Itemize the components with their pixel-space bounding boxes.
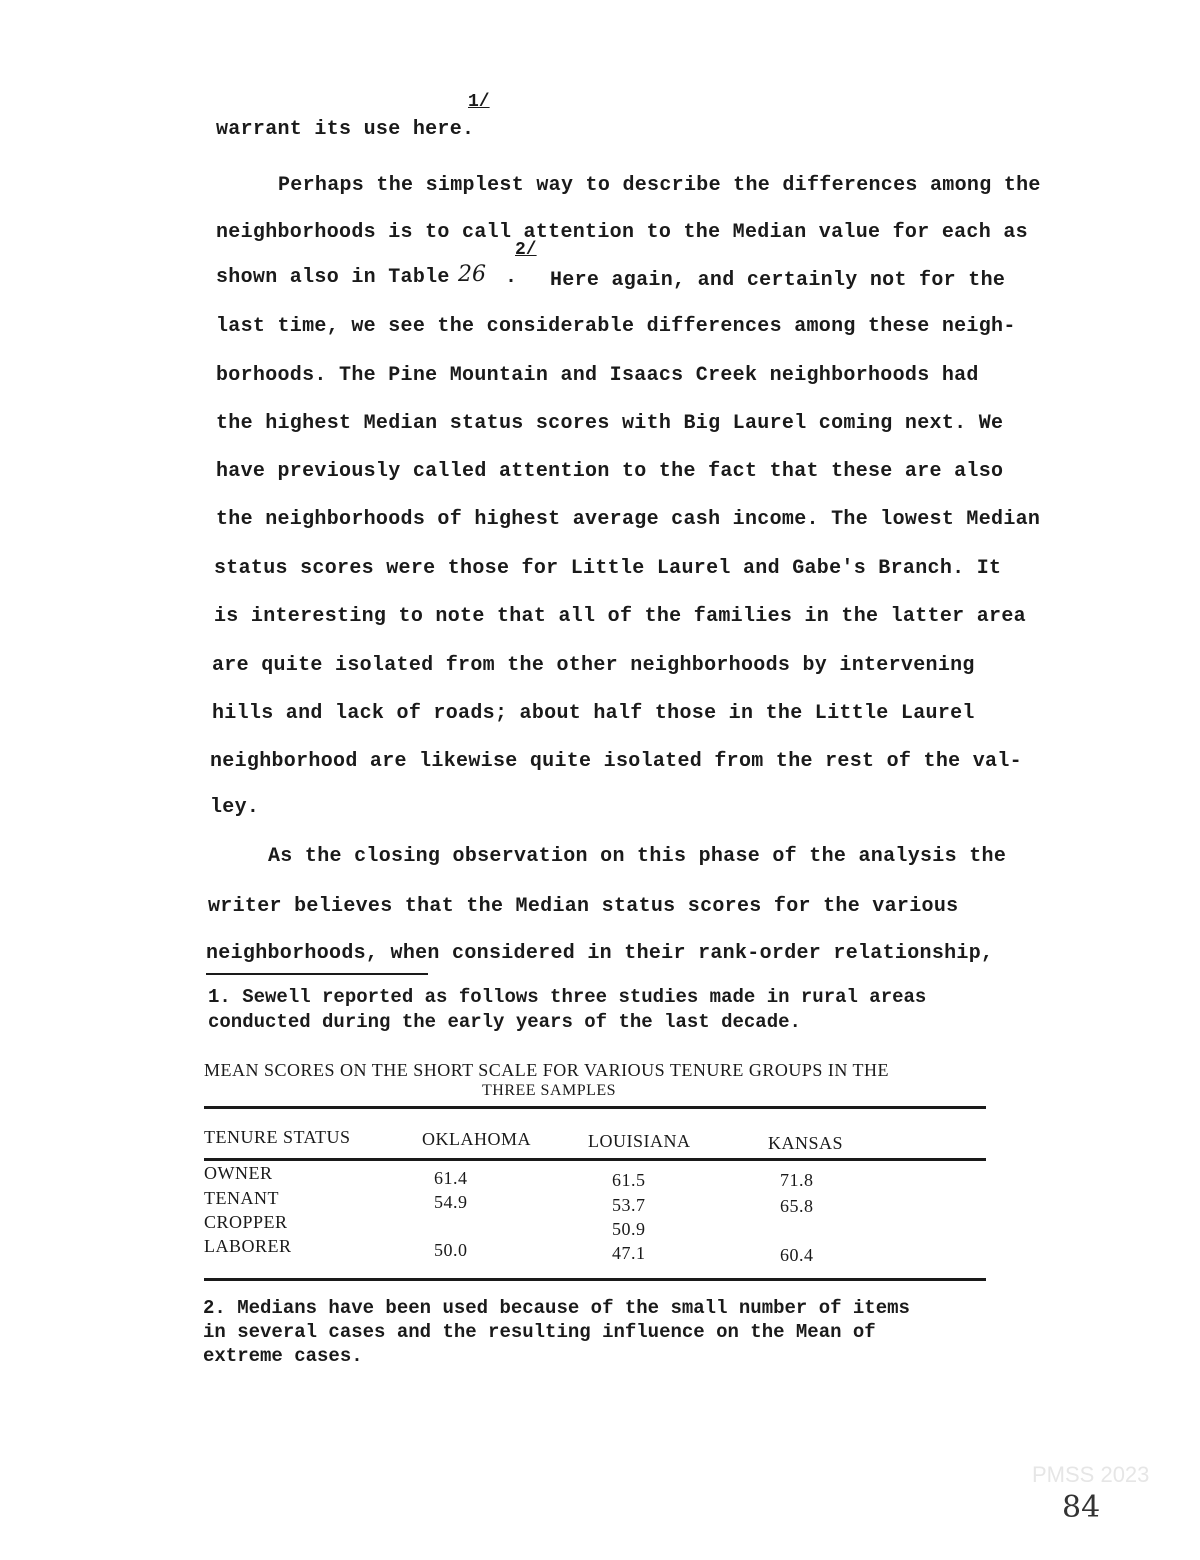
page-number: 84 [1062, 1490, 1101, 1525]
table-cell: 54.9 [434, 1192, 468, 1212]
body-line: neighborhoods is to call attention to the Median value for each as [216, 221, 1028, 244]
body-line: status scores were those for Little Laurel and Gabe's Branch. It [214, 557, 1002, 580]
footnote-1-line: 1. Sewell reported as follows three studies made in rural areas [208, 986, 927, 1008]
table-cell: OWNER [204, 1163, 273, 1183]
footnote-1-line: conducted during the early years of the last decade. [208, 1011, 801, 1033]
body-line: Here again, and certainly not for the [550, 269, 1006, 292]
body-line: shown also in Table [216, 266, 450, 289]
table-rule-bottom [204, 1278, 986, 1281]
body-line: are quite isolated from the other neighborhoods by intervening [212, 654, 975, 677]
body-line: As the closing observation on this phase of the analysis the [268, 845, 1007, 868]
body-line: is interesting to note that all of the families in the latter area [214, 605, 1026, 628]
table-cell: 53.7 [612, 1195, 646, 1215]
body-line: borhoods. The Pine Mountain and Isaacs Creek neighborhoods had [216, 364, 979, 387]
footnote-mark-1: 1/ [468, 92, 490, 112]
table-header: OKLAHOMA [422, 1129, 531, 1149]
footnote-mark-2: 2/ [515, 240, 537, 260]
table-cell: 60.4 [780, 1245, 814, 1265]
body-line: neighborhoods, when considered in their rank-order relationship, [206, 942, 994, 965]
table-cell: TENANT [204, 1188, 279, 1208]
body-line: last time, we see the considerable differences among these neigh- [216, 315, 1016, 338]
body-line: the highest Median status scores with Big Laurel coming next. We [216, 412, 1004, 435]
table-header: LOUISIANA [588, 1131, 691, 1151]
body-line: the neighborhoods of highest average cash income. The lowest Median [216, 508, 1041, 531]
body-line: warrant its use here. [216, 118, 475, 141]
table-cell: LABORER [204, 1236, 292, 1256]
body-line: have previously called attention to the fact that these are also [216, 460, 1004, 483]
body-line: writer believes that the Median status scores for the various [208, 895, 959, 918]
table-cell: 61.5 [612, 1170, 646, 1190]
table-cell: 50.9 [612, 1219, 646, 1239]
table-cell: 47.1 [612, 1243, 646, 1263]
table-rule-header [204, 1158, 986, 1161]
body-line: neighborhood are likewise quite isolated from the rest of the val- [210, 750, 1022, 773]
table-title: MEAN SCORES ON THE SHORT SCALE FOR VARIOUS TENURE GROUPS IN THE [204, 1060, 890, 1080]
table-cell: 50.0 [434, 1240, 468, 1260]
body-line: ley. [210, 796, 260, 819]
body-line: Perhaps the simplest way to describe the differences among the [278, 174, 1041, 197]
table-cell: 61.4 [434, 1168, 468, 1188]
table-cell: 65.8 [780, 1196, 814, 1216]
table-cell: 71.8 [780, 1170, 814, 1190]
watermark: PMSS 2023 [1032, 1462, 1150, 1487]
footnote-2-line: in several cases and the resulting influence on the Mean of [203, 1321, 876, 1343]
handwritten-table-number: 26 [458, 262, 486, 287]
footnote-divider [206, 973, 428, 975]
footnote-2-line: 2. Medians have been used because of the small number of items [203, 1297, 910, 1319]
table-rule-top [204, 1106, 986, 1109]
table-header: TENURE STATUS [204, 1127, 351, 1147]
table-cell: CROPPER [204, 1212, 288, 1232]
body-line-period: . [505, 266, 518, 289]
body-line: hills and lack of roads; about half those in the Little Laurel [212, 702, 975, 725]
table-header: KANSAS [768, 1133, 844, 1153]
table-title: THREE SAMPLES [482, 1082, 617, 1099]
footnote-2-line: extreme cases. [203, 1345, 363, 1367]
